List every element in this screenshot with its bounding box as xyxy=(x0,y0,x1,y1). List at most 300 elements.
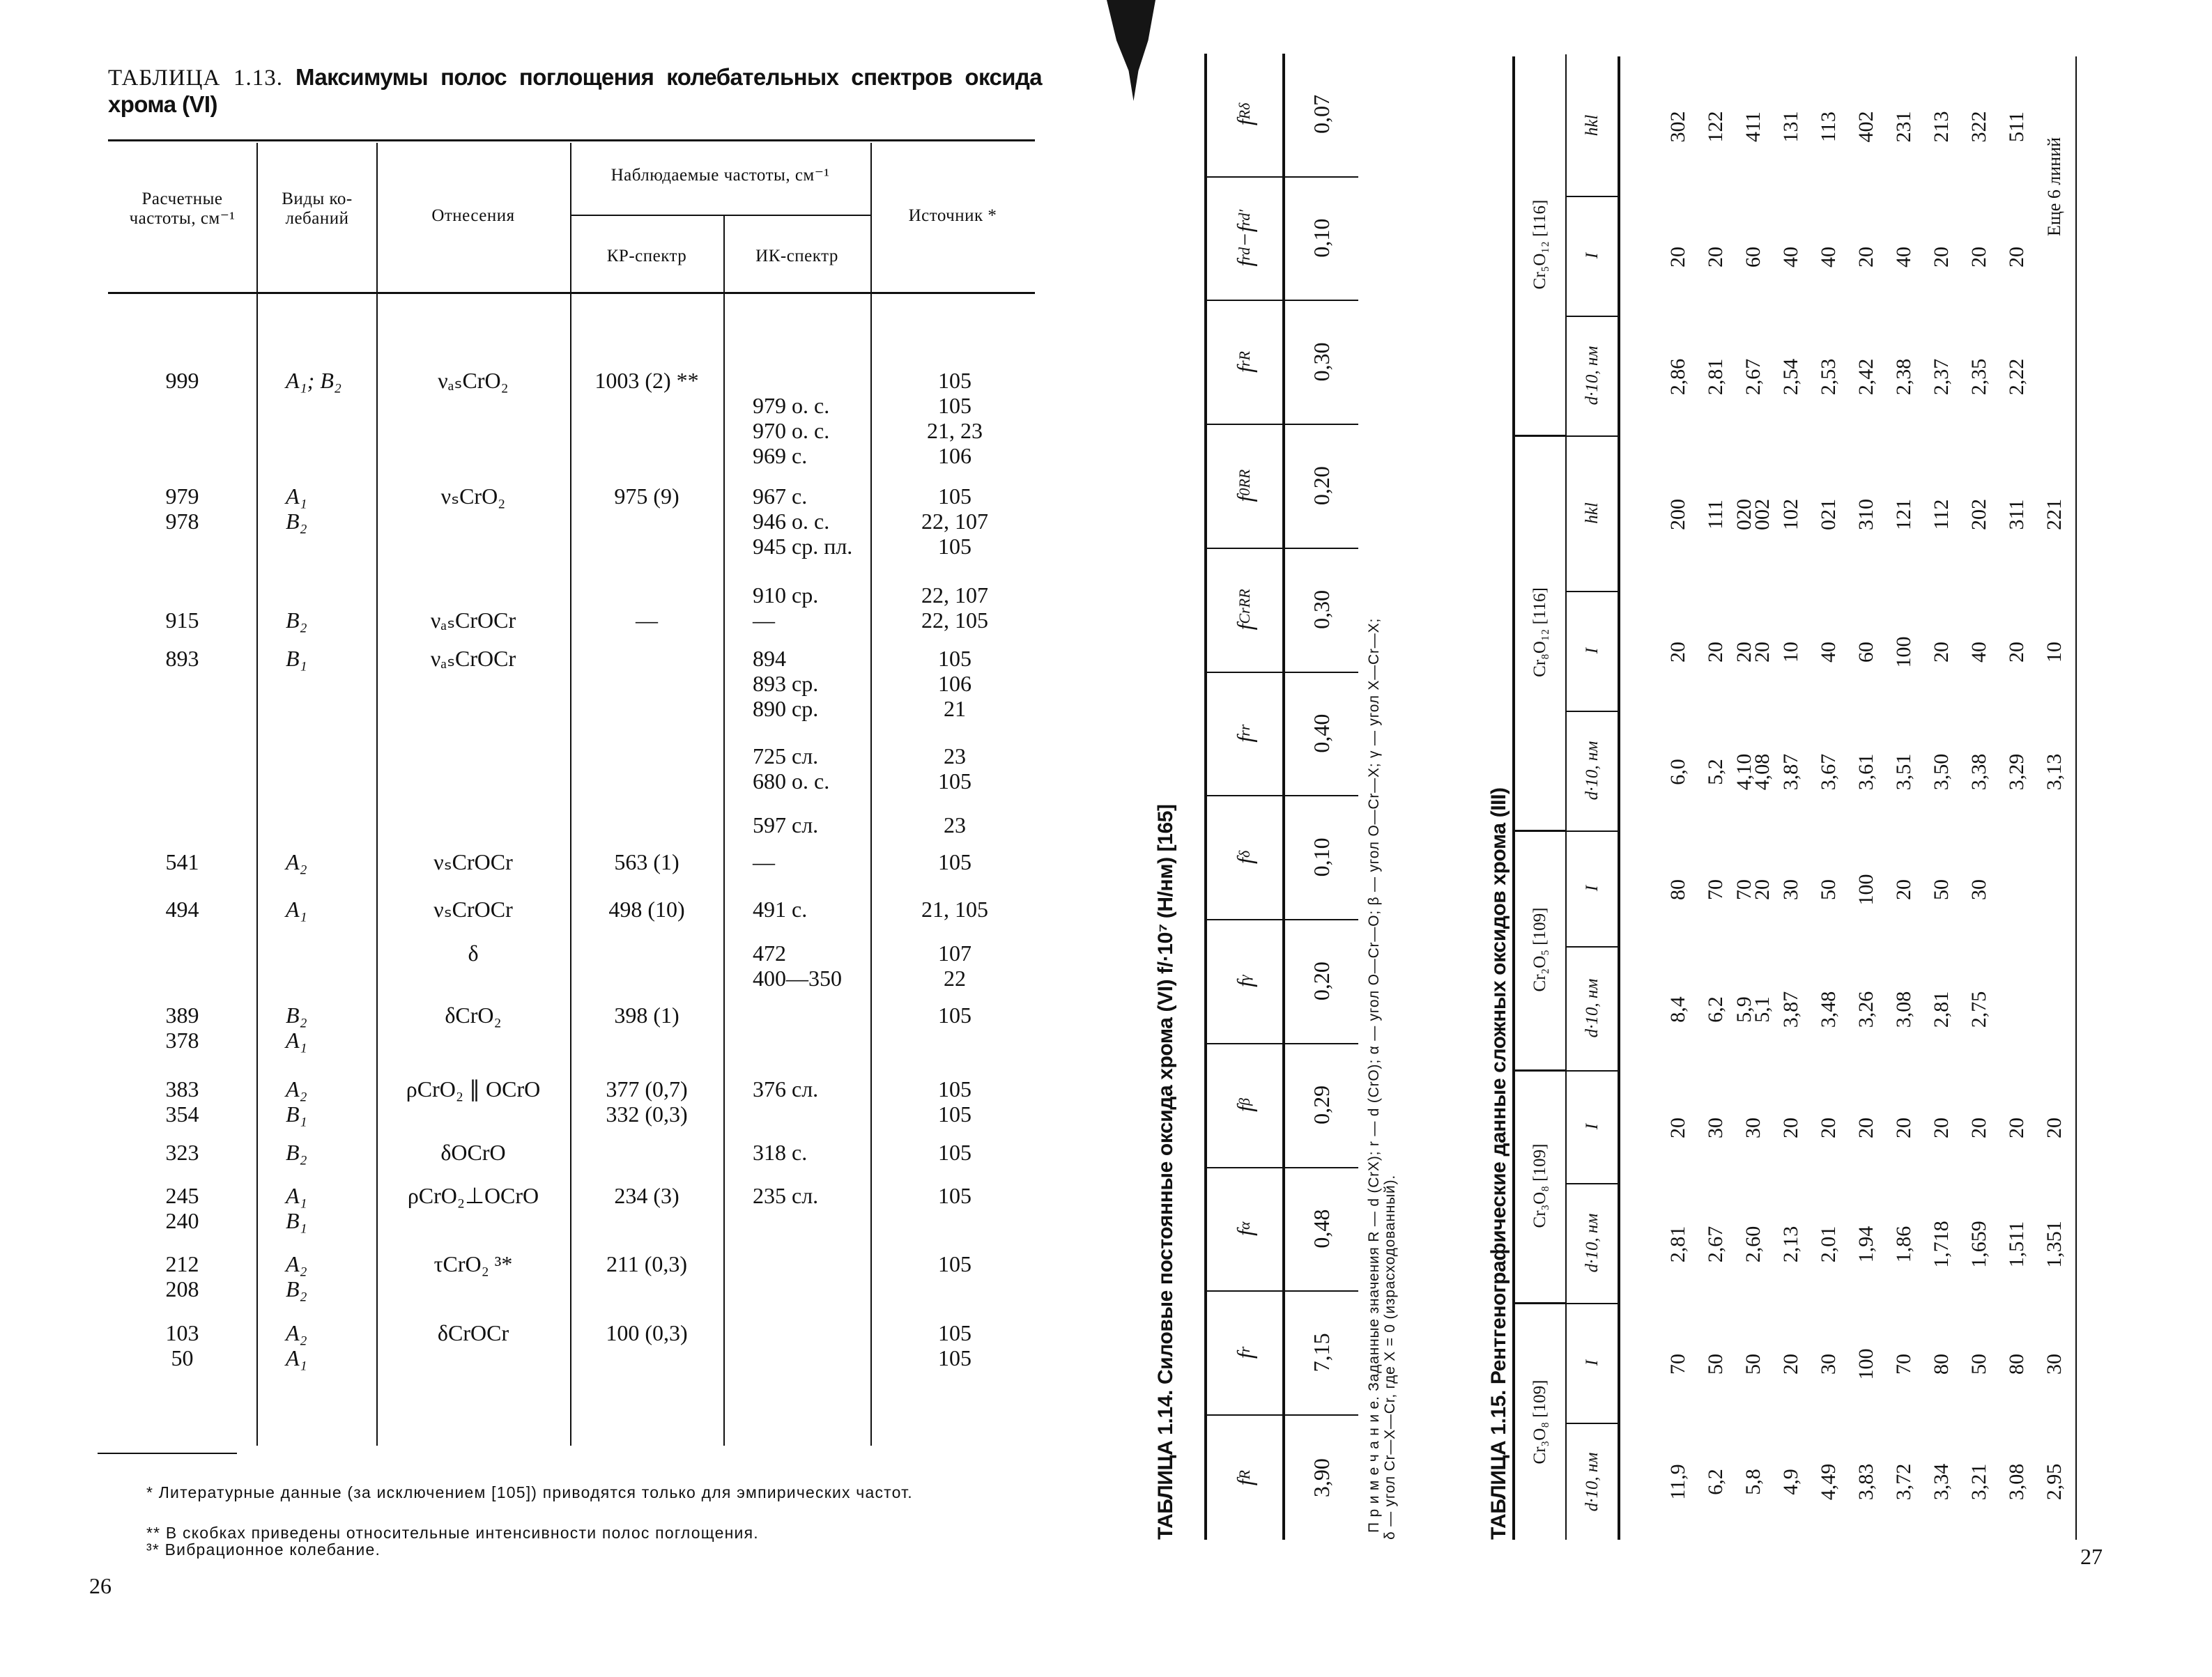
data-column xyxy=(1659,317,2036,437)
table-cell: 50 xyxy=(1704,1354,1727,1375)
column-subheader: I xyxy=(1567,196,1618,317)
column-subheader: I xyxy=(1567,591,1618,712)
header-modes: Виды ко-лебаний xyxy=(282,190,353,228)
assignment: νₛCrO₂ xyxy=(440,484,506,509)
table-cell: 20 xyxy=(1930,642,1953,663)
compound-header: Cr₃O₈ [109] xyxy=(1515,1069,1567,1304)
footnote-2: ** В скобках приведены относительные интенсивности полос поглощения. xyxy=(146,1524,759,1542)
table-cell: 70 20 xyxy=(1733,879,1774,900)
vibration-mode: A₁ xyxy=(286,897,307,922)
table-cell: 2,01 xyxy=(1817,1226,1840,1263)
table-cell: 4,10 4,08 xyxy=(1733,753,1774,791)
table-cell: 20 xyxy=(1666,247,1689,268)
ir-frequency: 969 с. xyxy=(753,443,808,468)
data-column xyxy=(1659,948,1998,1072)
source: 105 xyxy=(938,768,971,794)
header-symbol-part: f xyxy=(1231,624,1257,631)
calc-frequency: 541 xyxy=(165,849,199,874)
table-cell: 80 xyxy=(1666,879,1689,900)
assignment: νₐₛCrOCr xyxy=(430,608,516,633)
table-cell: 2,60 xyxy=(1742,1226,1765,1263)
source: 105 xyxy=(938,1320,971,1345)
table-cell: 30 xyxy=(2043,1354,2066,1375)
data-column xyxy=(1659,197,2036,317)
data-column xyxy=(1659,437,2073,592)
table-cell: 411 xyxy=(1742,111,1765,142)
calc-frequency: 915 xyxy=(165,608,199,633)
table-cell: 112 xyxy=(1930,499,1953,530)
ir-frequency: 472 xyxy=(753,941,786,966)
column-header xyxy=(1207,52,1282,178)
table-cell: 8,4 xyxy=(1666,996,1689,1023)
column-subheader: I xyxy=(1567,1070,1618,1184)
vibration-mode: B₂ xyxy=(286,1003,307,1028)
calc-frequency: 212 xyxy=(165,1251,199,1276)
force-constant-value: 0,48 xyxy=(1285,1167,1358,1292)
column-subheader: d·10, нм xyxy=(1567,946,1618,1072)
raman-frequency: 377 (0,7) xyxy=(606,1076,688,1102)
table-cell: 311 xyxy=(2005,499,2028,530)
assignment: νₐₛCrOCr xyxy=(430,646,516,671)
table-cell: 2,86 xyxy=(1666,358,1689,396)
table-cell: 20 xyxy=(1704,247,1727,268)
table-cell: 3,48 xyxy=(1817,991,1840,1028)
column-header xyxy=(1207,424,1282,549)
ir-frequency: 893 ср. xyxy=(753,671,819,696)
table-cell: 100 xyxy=(1854,874,1877,906)
header-kr: КР-спектр xyxy=(606,247,687,265)
header-symbol-part: f xyxy=(1231,1479,1257,1486)
note-line-1: Заданные значения R — d (CrX); r — d (CrO); α — угол O—Cr—O; β — угол O—Cr—X; γ — угол X—Cr—X; xyxy=(1366,617,1382,1391)
table-cell: 11,9 xyxy=(1666,1464,1689,1500)
table-cell: 4,49 xyxy=(1817,1463,1840,1501)
vibration-mode: B₂ xyxy=(286,509,307,534)
column-header xyxy=(1207,1043,1282,1168)
force-constant-value: 3,90 xyxy=(1309,1458,1334,1498)
ir-frequency: 725 сл. xyxy=(753,743,819,768)
vibration-mode: B₂ xyxy=(286,608,307,633)
source: 105 xyxy=(938,1140,971,1165)
table-cell: 6,2 xyxy=(1704,996,1727,1023)
force-constant-value: 0,30 xyxy=(1285,300,1358,426)
table-cell: 4,9 xyxy=(1779,1469,1802,1495)
table-cell: 3,38 xyxy=(1967,753,1990,791)
table-cell: 50 xyxy=(1817,879,1840,900)
table-cell: 302 xyxy=(1666,111,1689,143)
table-cell: 50 xyxy=(1930,879,1953,900)
table-cell: 231 xyxy=(1892,111,1915,143)
table-cell: 3,87 xyxy=(1779,753,1802,791)
vibration-mode: A₁; B₂ xyxy=(286,368,341,393)
calc-frequency: 354 xyxy=(165,1102,199,1127)
header-symbol-part: f xyxy=(1231,1105,1257,1112)
assignment: δCrO₂ xyxy=(445,1003,502,1028)
data-column xyxy=(1659,1072,2073,1184)
table-cell: 40 xyxy=(1779,247,1802,268)
table-cell: 40 xyxy=(1817,642,1840,663)
table-cell: 3,50 xyxy=(1930,753,1953,791)
table-1-14-note xyxy=(1366,618,1383,1533)
table-cell: 2,95 xyxy=(2043,1463,2066,1501)
compound-header: Cr₂O₅ [109] xyxy=(1515,830,1567,1072)
table-cell: 1,659 xyxy=(1967,1221,1990,1268)
source: 22, 105 xyxy=(921,608,988,633)
vibration-mode: B₁ xyxy=(286,646,307,671)
header-symbol-part: f xyxy=(1231,366,1257,373)
raman-frequency: 1003 (2) ** xyxy=(594,368,699,393)
raman-frequency: 234 (3) xyxy=(614,1183,679,1208)
ir-frequency: 890 ср. xyxy=(753,696,819,721)
data-column xyxy=(1659,1184,2073,1304)
assignment: νₛCrOCr xyxy=(433,897,513,922)
footnote-3: ³* Вибрационное колебание. xyxy=(146,1540,381,1559)
header-symbol-part: f xyxy=(1231,981,1257,987)
calc-frequency: 323 xyxy=(165,1140,199,1165)
header-symbol-part: f xyxy=(1231,1352,1257,1359)
raman-frequency: 498 (10) xyxy=(608,897,685,922)
column-subheader: d·10, нм xyxy=(1582,1452,1602,1512)
vibration-mode: A₁ xyxy=(286,1028,307,1053)
source: 22, 107 xyxy=(921,509,988,534)
column-subheader: hkl xyxy=(1567,55,1618,197)
table-cell: 20 xyxy=(1967,247,1990,268)
table-cell: 70 xyxy=(1666,1354,1689,1375)
table-cell: 20 xyxy=(1854,247,1877,268)
table-cell: 2,37 xyxy=(1930,358,1953,396)
calc-frequency: 978 xyxy=(165,509,199,534)
table-cell: 1,94 xyxy=(1854,1226,1877,1263)
table-1-15-bottom-rule xyxy=(2075,56,2077,1540)
table-cell: 3,83 xyxy=(1854,1463,1877,1501)
table-cell: 3,08 xyxy=(2005,1463,2028,1501)
table-cell: 1,86 xyxy=(1892,1226,1915,1263)
table-cell: 80 xyxy=(1930,1354,1953,1375)
table-cell: 1,511 xyxy=(2005,1221,2028,1268)
source: 23 xyxy=(944,743,966,768)
force-constant-value: 0,29 xyxy=(1285,1043,1358,1168)
table-cell: 20 xyxy=(2005,642,2028,663)
column-header xyxy=(1207,796,1282,921)
raman-frequency: 211 (0,3) xyxy=(606,1251,688,1276)
table-cell: 111 xyxy=(1704,500,1727,530)
ir-frequency: 400—350 xyxy=(753,966,842,991)
ir-frequency: 597 сл. xyxy=(753,812,819,837)
table-cell: 6,2 xyxy=(1704,1469,1727,1495)
table-caption: Максимумы полос поглощения колебательных спектров оксида хрома (VI) xyxy=(108,64,1042,117)
calc-frequency: 240 xyxy=(165,1208,199,1233)
table-cell: 20 xyxy=(1892,1118,1915,1138)
calc-frequency: 893 xyxy=(165,646,199,671)
raman-frequency: 975 (9) xyxy=(614,484,679,509)
header-symbol-part: Cr xyxy=(1236,608,1253,624)
calc-frequency: 103 xyxy=(165,1320,199,1345)
column-header xyxy=(1207,300,1282,426)
force-constant-value: 7,15 xyxy=(1285,1291,1358,1416)
compound-header: Cr₅O₁₂ [116] xyxy=(1515,54,1567,437)
table-cell: 2,81 xyxy=(1666,1226,1689,1263)
table-cell: 221 xyxy=(2043,499,2066,530)
vibration-mode: A₂ xyxy=(286,1076,307,1102)
table-cell: 1,351 xyxy=(2043,1221,2066,1268)
note-line-2: δ — угол Cr—X—Cr, где X = 0 (израсходованный). xyxy=(1382,1174,1398,1540)
table-cell: 30 xyxy=(1742,1118,1765,1138)
table-cell: 402 xyxy=(1854,111,1877,143)
assignment: νₐₛCrO₂ xyxy=(438,368,509,393)
table-cell: 2,13 xyxy=(1779,1226,1802,1263)
ir-frequency: — xyxy=(753,849,775,874)
column-divider xyxy=(256,143,258,1446)
table-cell: 20 xyxy=(1892,879,1915,900)
source: 21 xyxy=(944,696,966,721)
note-label: П р и м е ч а н и е. xyxy=(1366,1396,1382,1533)
table-cell: 2,81 xyxy=(1704,358,1727,396)
header-symbol-part: R xyxy=(1236,1469,1253,1480)
ir-frequency: 945 ср. пл. xyxy=(753,534,853,559)
table-cell: 2,53 xyxy=(1817,358,1840,396)
source: 105 xyxy=(938,1076,971,1102)
force-constant-value: 0,40 xyxy=(1285,672,1358,797)
assignment: ρCrO₂⊥OCrO xyxy=(407,1183,539,1208)
source: 105 xyxy=(938,534,971,559)
table-cell: 121 xyxy=(1892,499,1915,530)
vibration-mode: A₁ xyxy=(286,1345,307,1370)
table-cell: 131 xyxy=(1779,111,1802,143)
force-constant-value: 0,30 xyxy=(1285,548,1358,673)
table-cell: 80 xyxy=(2005,1354,2028,1375)
table-cell: 20 xyxy=(1779,1118,1802,1138)
table-1-14-title: ТАБЛИЦА 1.14. Силовые постоянные оксида хрома (VI) f/·10⁷ (Н/нм) [165] xyxy=(1154,804,1177,1540)
table-cell: 3,08 xyxy=(1892,991,1915,1028)
column-subheader: d·10, нм xyxy=(1567,316,1618,437)
source: 105 xyxy=(938,484,971,509)
header-symbol-part: RR xyxy=(1236,589,1253,608)
column-header xyxy=(1207,176,1282,302)
source: 21, 105 xyxy=(921,897,988,922)
header-observed: Наблюдаемые частоты, см⁻¹ xyxy=(610,166,830,185)
table-cell: 20 xyxy=(1666,642,1689,663)
table-cell: 20 xyxy=(2005,1118,2028,1138)
page-number: 26 xyxy=(89,1573,112,1598)
observed-subrule xyxy=(570,215,870,216)
table-cell: 202 xyxy=(1967,499,1990,530)
table-1-15-title: ТАБЛИЦА 1.15. Рентгенографические данные сложных оксидов хрома (III) xyxy=(1487,787,1510,1540)
header-symbol-part: β xyxy=(1236,1097,1253,1106)
table-cell: 20 xyxy=(1854,1118,1877,1138)
table-cell: 30 xyxy=(1704,1118,1727,1138)
force-constant-value: 0,10 xyxy=(1285,176,1358,302)
force-constant-value: 0,10 xyxy=(1285,796,1358,921)
table-1-15-header-rule xyxy=(1618,56,1620,1540)
column-header xyxy=(1207,1167,1282,1292)
column-subheader: d·10, нм xyxy=(1567,711,1618,832)
table-cell: 5,8 xyxy=(1742,1469,1765,1495)
vibration-mode: A₁ xyxy=(286,484,307,509)
header-source: Источник * xyxy=(908,206,997,225)
table-cell: 50 xyxy=(1967,1354,1990,1375)
table-cell: 30 xyxy=(1967,879,1990,900)
table-cell: 6,0 xyxy=(1666,759,1689,785)
page-number: 27 xyxy=(2080,1544,2103,1569)
raman-frequency: 563 (1) xyxy=(614,849,679,874)
table-cell: 30 xyxy=(1779,879,1802,900)
vibration-mode: B₂ xyxy=(286,1276,307,1301)
data-column xyxy=(1659,1304,2073,1424)
assignment: δCrOCr xyxy=(437,1320,509,1345)
table-cell: 50 xyxy=(1742,1354,1765,1375)
header-symbol-part: −f xyxy=(1231,226,1257,247)
source: 105 xyxy=(938,393,971,418)
source: 105 xyxy=(938,1183,971,1208)
assignment: νₛCrOCr xyxy=(433,849,513,874)
data-column xyxy=(1659,56,2036,197)
ir-frequency: 979 о. с. xyxy=(753,393,830,418)
vibration-mode: B₂ xyxy=(286,1140,307,1165)
table-cell: 60 xyxy=(1854,642,1877,663)
ir-frequency: — xyxy=(753,608,775,633)
compound-header: Cr₈O₁₂ [116] xyxy=(1515,435,1567,832)
table-cell: 3,13 xyxy=(2043,753,2066,791)
calc-frequency: 378 xyxy=(165,1028,199,1053)
table-cell: 3,67 xyxy=(1817,753,1840,791)
column-header xyxy=(1207,919,1282,1044)
table-cell: 3,34 xyxy=(1930,1463,1953,1501)
raman-frequency: 398 (1) xyxy=(614,1003,679,1028)
column-subheader: hkl xyxy=(1567,435,1618,592)
table-cell: 2,67 xyxy=(1742,358,1765,396)
table-cell: 322 xyxy=(1967,111,1990,143)
header-symbol-part: rR xyxy=(1236,350,1253,366)
ir-frequency: 235 сл. xyxy=(753,1183,819,1208)
assignment: τCrO₂ ³* xyxy=(433,1251,513,1276)
ir-frequency: 894 xyxy=(753,646,786,671)
table-cell: 10 xyxy=(2043,642,2066,663)
header-symbol-part: f xyxy=(1231,858,1257,864)
column-header xyxy=(1207,672,1282,797)
assignment: δ xyxy=(468,941,479,966)
header-symbol-part: f xyxy=(1231,1229,1257,1236)
table-cell: 70 xyxy=(1892,1354,1915,1375)
table-cell: 2,22 xyxy=(2005,358,2028,396)
table-cell: 113 xyxy=(1817,111,1840,142)
header-symbol-part: rd xyxy=(1236,247,1253,261)
ir-frequency: 970 о. с. xyxy=(753,418,830,443)
vibration-mode: A₂ xyxy=(286,1320,307,1345)
table-cell: 20 xyxy=(1779,1354,1802,1375)
table-cell: 40 xyxy=(1817,247,1840,268)
calc-frequency: 999 xyxy=(165,368,199,393)
calc-frequency: 50 xyxy=(171,1345,194,1370)
header-symbol-part: f xyxy=(1231,119,1257,126)
table-cell: 020 002 xyxy=(1733,499,1774,530)
raman-frequency: — xyxy=(636,608,658,633)
column-subheader: d·10, нм xyxy=(1567,1183,1618,1304)
source: 22 xyxy=(944,966,966,991)
table-number: ТАБЛИЦА 1.13. xyxy=(108,65,284,91)
data-column xyxy=(1659,832,1998,948)
calc-frequency: 383 xyxy=(165,1076,199,1102)
column-subheader: I xyxy=(1567,830,1618,948)
source: 105 xyxy=(938,368,971,393)
table-cell: 20 xyxy=(1666,1118,1689,1138)
source: 105 xyxy=(938,1003,971,1028)
header-symbol-part: f xyxy=(1231,736,1257,743)
table-cell: 30 xyxy=(1817,1354,1840,1375)
vibration-mode: A₂ xyxy=(286,1251,307,1276)
table-cell: 20 xyxy=(1930,1118,1953,1138)
calc-frequency: 208 xyxy=(165,1276,199,1301)
table-cell: 20 xyxy=(1930,247,1953,268)
column-subheader: I xyxy=(1567,1303,1618,1424)
table-cell: 2,75 xyxy=(1967,991,1990,1028)
assignment: ρCrO₂ ∥ OCrO xyxy=(406,1076,541,1102)
header-symbol-part: α xyxy=(1236,1221,1253,1230)
source: 105 xyxy=(938,1345,971,1370)
header-symbol-part: Rδ xyxy=(1236,102,1253,120)
compound-header: Cr₃O₈ [109] xyxy=(1515,1304,1567,1540)
force-constant-value: 0,20 xyxy=(1285,424,1358,549)
source: 23 xyxy=(944,812,966,837)
header-symbol-part: rd′ xyxy=(1236,209,1253,226)
data-column xyxy=(1659,712,2073,832)
table-cell: 20 xyxy=(2005,247,2028,268)
table-cell: 3,21 xyxy=(1967,1463,1990,1501)
table-cell: 3,61 xyxy=(1854,753,1877,791)
table-cell: 3,29 xyxy=(2005,753,2028,791)
source: 106 xyxy=(938,671,971,696)
table-cell: 2,35 xyxy=(1967,358,1990,396)
source: 106 xyxy=(938,443,971,468)
column-divider xyxy=(570,143,571,1446)
source: 105 xyxy=(938,849,971,874)
table-cell: 1,718 xyxy=(1930,1221,1953,1268)
calc-frequency: 389 xyxy=(165,1003,199,1028)
footnote-1: * Литературные данные (за исключением [105]) приводятся только для эмпирических частот. xyxy=(146,1483,913,1501)
raman-frequency: 100 (0,3) xyxy=(606,1320,688,1345)
table-cell: 100 xyxy=(1892,636,1915,668)
ir-frequency: 946 о. с. xyxy=(753,509,830,534)
table-cell: 40 xyxy=(1892,247,1915,268)
data-column xyxy=(1659,592,2073,712)
table-cell: 2,81 xyxy=(1930,991,1953,1028)
table-cell: 70 xyxy=(1704,879,1727,900)
column-header xyxy=(1207,548,1282,673)
column-divider xyxy=(376,143,378,1446)
vibration-mode: A₁ xyxy=(286,1183,307,1208)
column-divider xyxy=(723,216,725,1446)
right-page-rotated xyxy=(1143,28,2119,1568)
source: 107 xyxy=(938,941,971,966)
source: 105 xyxy=(938,646,971,671)
table-cell: 122 xyxy=(1704,111,1727,143)
table-top-rule xyxy=(108,139,1035,141)
vibration-mode: A₂ xyxy=(286,849,307,874)
table-1-13-title xyxy=(108,64,1042,118)
table-cell: 10 xyxy=(1779,642,1802,663)
ir-frequency: 376 сл. xyxy=(753,1076,819,1102)
header-symbol-part: f xyxy=(1231,260,1257,267)
table-cell: 40 xyxy=(1967,642,1990,663)
force-constant-value: 0,07 xyxy=(1285,52,1358,178)
table-cell: 2,38 xyxy=(1892,358,1915,396)
table-cell: 213 xyxy=(1930,111,1953,143)
header-bottom-rule xyxy=(108,292,1035,294)
table-cell: 3,72 xyxy=(1892,1463,1915,1501)
table-cell: 5,9 5,1 xyxy=(1733,996,1774,1023)
vibration-mode: B₁ xyxy=(286,1102,307,1127)
table-cell: 5,2 xyxy=(1704,759,1727,785)
ir-frequency: 967 с. xyxy=(753,484,808,509)
more-lines-note: Еще 6 линий xyxy=(2044,137,2064,237)
